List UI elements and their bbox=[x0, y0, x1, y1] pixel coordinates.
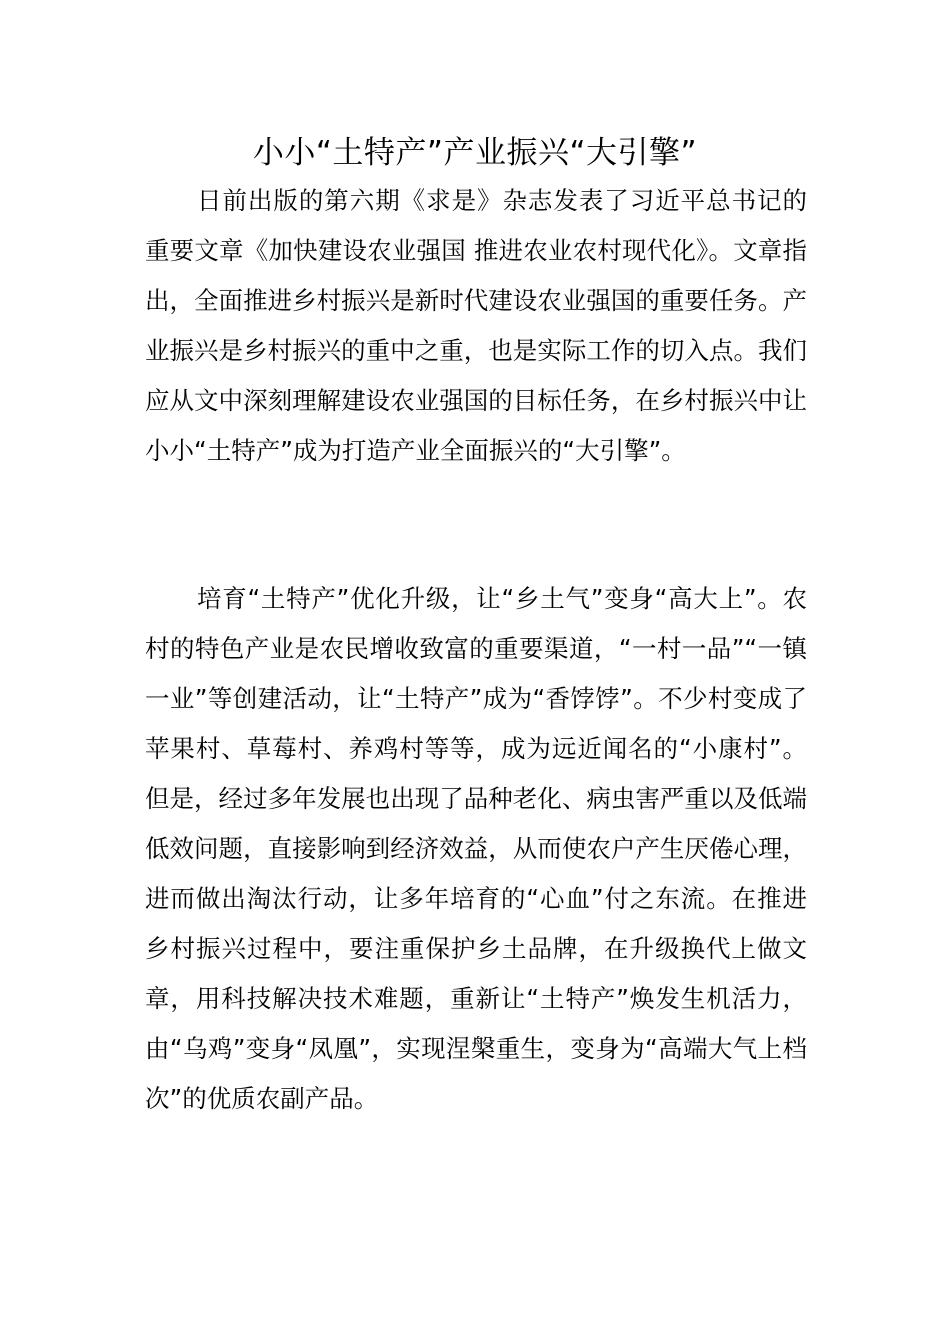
paragraph-local-specialties: 培育“土特产”优化升级，让“乡土气”变身“高大上”。农村的特色产业是农民增收致富的重要渠道，“一村一品”“一镇一业”等创建活动，让“土特产”成为“香饽饽”。不少村变成了苹果村、草莓村、养鸡村等等，成为远近闻名的“小康村”。但是，经过多年发展也出现了品种老化、病虫害严重以及低端低效问题，直接影响到经济效益，从而使农户产生厌倦心理，进而做出淘汰行动，让多年培育的“心血”付之东流。在推进乡村振兴过程中，要注重保护乡土品牌，在升级换代上做文章，用科技解决技术难题，重新让“土特产”焕发生机活力，由“乌鸡”变身“凤凰”，实现涅槃重生，变身为“高端大气上档次”的优质农副产品。 bbox=[145, 584, 807, 1113]
paragraph-intro: 日前出版的第六期《求是》杂志发表了习近平总书记的重要文章《加快建设农业强国 推进农业农村现代化》。文章指出，全面推进乡村振兴是新时代建设农业强国的重要任务。产业振兴是乡村振兴的重中之重，也是实际工作的切入点。我们应从文中深刻理解建设农业强国的目标任务，在乡村振兴中让小小“土特产”成为打造产业全面振兴的“大引擎”。 bbox=[145, 186, 807, 465]
document-title: 小小“土特产”产业振兴“大引擎” bbox=[252, 135, 698, 171]
